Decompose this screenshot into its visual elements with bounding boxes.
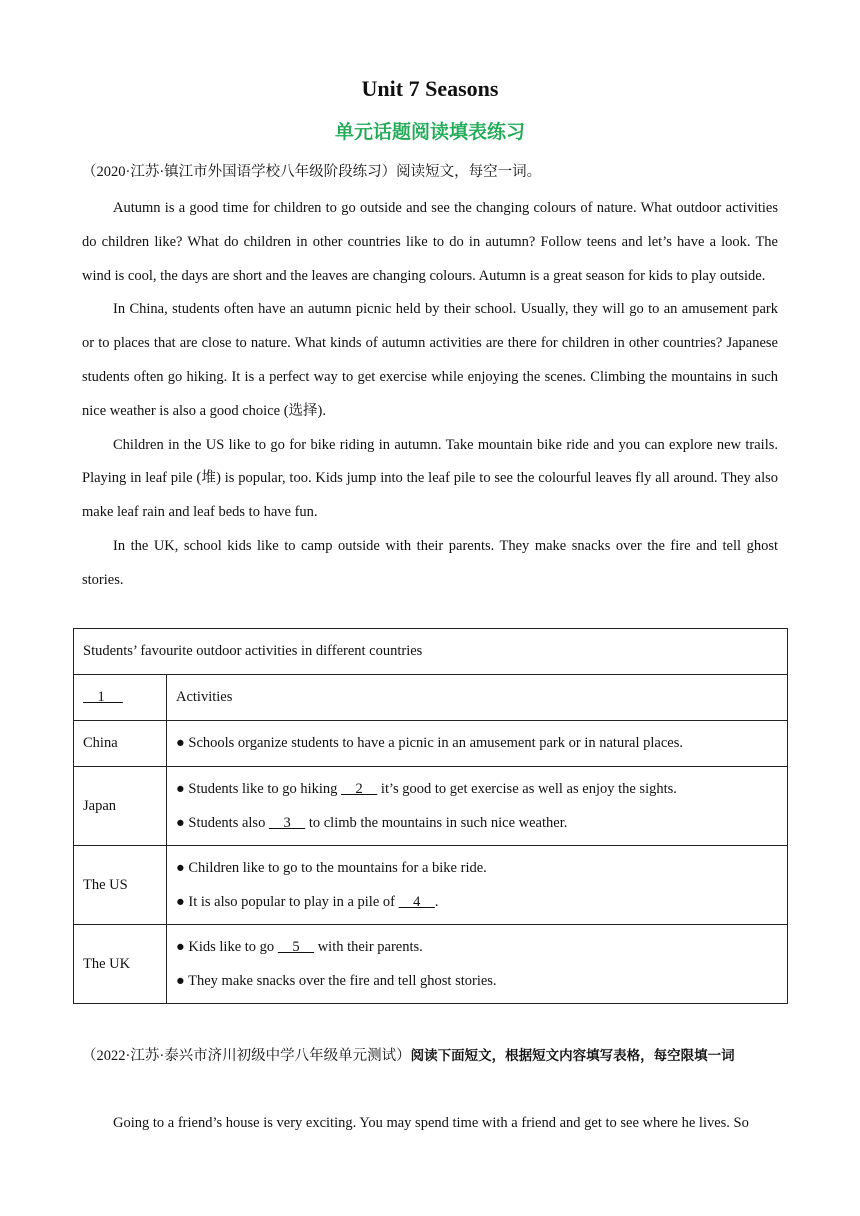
country-cell-japan: Japan: [74, 767, 167, 846]
activities-cell-japan: [167, 767, 788, 846]
reading-passage-1: [82, 192, 778, 598]
source-2-instruction: 阅读下面短文，根据短文内容填写表格，每空限填一词: [410, 1048, 735, 1064]
page-title: Unit 7 Seasons: [361, 76, 499, 101]
passage-paragraph: Children in the US like to go for bike riding in autumn. Take mountain bike ride and you can explore new trails. Playing in leaf pile (堆) is popular, too. Kids jump into the leaf pile to see the colourful leaves fly all around. They also make leaf rain and leaf beds to have fun.: [82, 436, 778, 521]
passage-paragraph: In China, students often have an autumn picnic held by their school. Usually, they will go to an amusement park or to places that are close to nature. What kinds of autumn activities are there for children in other countries? Japanese students often go hiking. It is a perfect way to get exercise while enjoying the scenes. Climbing the mountains in such nice weather is also a good choice (选择).: [82, 301, 778, 419]
passage-paragraph: In the UK, school kids like to camp outside with their parents. They make snacks over the fire and tell ghost stories.: [82, 537, 778, 588]
activity-line: ● They make snacks over the fire and tell ghost stories.: [176, 973, 497, 989]
answer-blank-2[interactable]: 2: [341, 781, 378, 797]
answer-blank-4[interactable]: 4: [398, 894, 435, 910]
exercise-source-2: [82, 1040, 782, 1073]
activity-line: [176, 885, 778, 919]
activity-text: with their parents.: [314, 939, 423, 955]
country-cell-us: The US: [74, 846, 167, 925]
activities-cell-uk: [167, 925, 788, 1004]
activity-line: [176, 930, 778, 964]
answer-blank-3[interactable]: 3: [268, 815, 306, 831]
activity-text: ● Students like to go hiking: [176, 781, 342, 797]
reading-passage-2: [82, 1107, 778, 1140]
fill-in-table: [73, 628, 788, 1004]
answer-blank-1[interactable]: 1: [83, 689, 123, 705]
activity-text: .: [434, 894, 439, 910]
activity-text: ● Students also: [176, 815, 269, 831]
activity-line: ● Children like to go to the mountains for a bike ride.: [176, 860, 487, 876]
country-cell-uk: The UK: [74, 925, 167, 1004]
activity-text: ● It is also popular to play in a pile of: [176, 894, 399, 910]
table-header-activities: Activities: [167, 675, 788, 721]
activities-cell-china: ● Schools organize students to have a picnic in an amusement park or in natural places.: [167, 721, 788, 767]
country-cell-china: China: [74, 721, 167, 767]
activity-text: to climb the mountains in such nice weather.: [305, 815, 568, 831]
source-2-origin: （2022·江苏·泰兴市济川初级中学八年级单元测试）: [82, 1048, 411, 1064]
activity-line: [176, 806, 778, 840]
activity-text: it’s good to get exercise as well as enjoy the sights.: [377, 781, 677, 797]
table-header-blank-cell: [74, 675, 167, 721]
table-caption: Students’ favourite outdoor activities in different countries: [74, 629, 788, 675]
answer-blank-5[interactable]: 5: [277, 939, 315, 955]
passage-paragraph: Autumn is a good time for children to go outside and see the changing colours of nature. What outdoor activities do children like? What do children in other countries like to do in autumn? Follow teens and let’s have a look. The wind is cool, the days are short and the leaves are changing colours. Autumn is a great season for kids to play outside.: [82, 200, 778, 284]
activities-cell-us: [167, 846, 788, 925]
activity-line: [176, 772, 778, 806]
passage-paragraph: Going to a friend’s house is very exciting. You may spend time with a friend and get to see where he lives. So: [113, 1115, 749, 1131]
activity-text: ● Kids like to go: [176, 939, 278, 955]
page-subtitle: 单元话题阅读填表练习: [334, 121, 525, 143]
exercise-source-1: （2020·江苏·镇江市外国语学校八年级阶段练习）阅读短文，每空一词。: [82, 164, 542, 180]
